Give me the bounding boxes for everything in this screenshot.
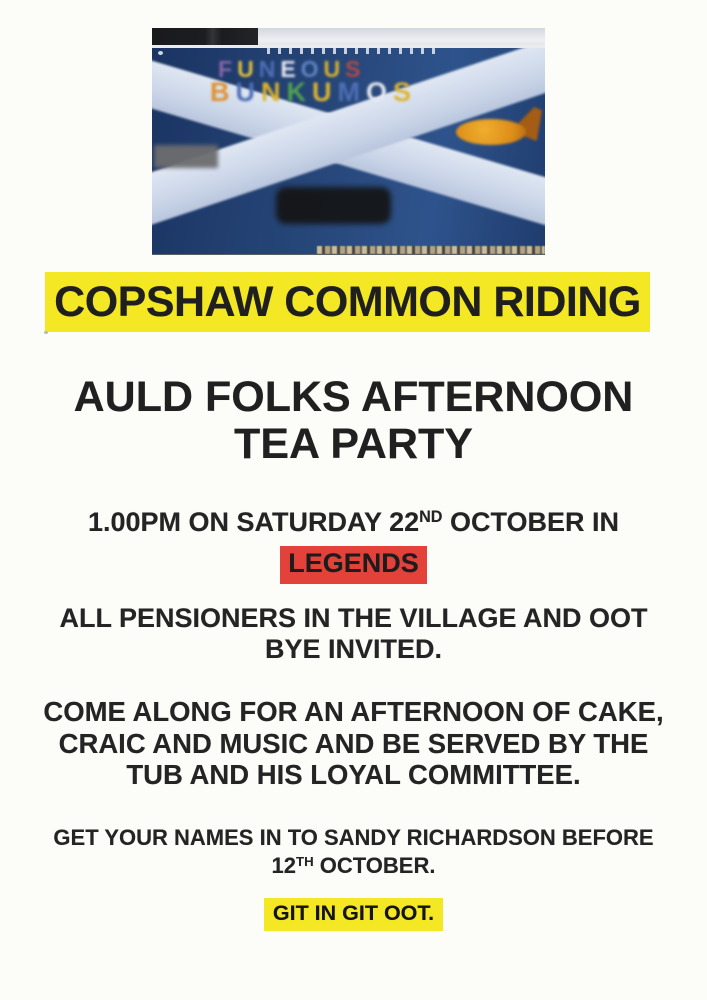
date-ordinal: ND (419, 508, 443, 527)
date-block (0, 506, 707, 584)
rsvp-line2 (0, 852, 707, 883)
gray-object (154, 145, 218, 168)
date-line (0, 506, 707, 543)
event-heading-line1: AULD FOLKS AFTERNOON (73, 373, 634, 421)
date-suffix: OCTOBER IN (442, 507, 620, 537)
dark-object-bottom (276, 187, 391, 224)
saltire-flag-photo (152, 28, 545, 255)
magnet-letters-row2: BUNKUMOS (210, 77, 418, 107)
venue-highlight: LEGENDS (280, 546, 427, 584)
title-text: COPSHAW COMMON RIDING (54, 277, 641, 326)
scan-speck (44, 331, 48, 334)
venue-line (0, 546, 707, 584)
goldfish (452, 103, 544, 151)
rsvp-day: 12 (271, 853, 297, 878)
message-line3: TUB AND HIS LOYAL COMMITTEE. (126, 759, 581, 790)
invitation-line1: ALL PENSIONERS IN THE VILLAGE AND OOT (59, 603, 648, 633)
message-paragraph (0, 696, 707, 791)
footer-slogan: GIT IN GIT OOT. (264, 898, 443, 931)
photo-dark-object-top (152, 28, 258, 45)
photo-light-band-top (258, 28, 545, 45)
rsvp-suffix: OCTOBER. (313, 853, 436, 878)
invitation-paragraph (0, 603, 707, 665)
invitation-line2: BYE INVITED. (264, 634, 443, 664)
rsvp-line1: GET YOUR NAMES IN TO SANDY RICHARDSON BEFORE (53, 825, 654, 850)
title-banner (45, 272, 650, 332)
goldfish-body (456, 119, 526, 145)
footer-line (0, 898, 707, 931)
flag-top-clips (267, 48, 442, 54)
photo-bottom-strip (317, 246, 545, 254)
message-line2: CRAIC AND MUSIC AND BE SERVED BY THE (58, 727, 649, 759)
event-heading (0, 374, 707, 468)
scottish-saltire-flag (152, 48, 545, 254)
message-line1: COME ALONG FOR AN AFTERNOON OF CAKE, (43, 696, 664, 727)
date-prefix: 1.00PM ON SATURDAY 22 (87, 507, 420, 537)
rsvp-paragraph (0, 824, 707, 883)
flag-corner-dot (158, 51, 163, 55)
rsvp-ordinal: TH (296, 853, 314, 869)
magnet-letters-row1: FUNEOUS (218, 56, 366, 82)
event-heading-line2: TEA PARTY (234, 420, 473, 468)
